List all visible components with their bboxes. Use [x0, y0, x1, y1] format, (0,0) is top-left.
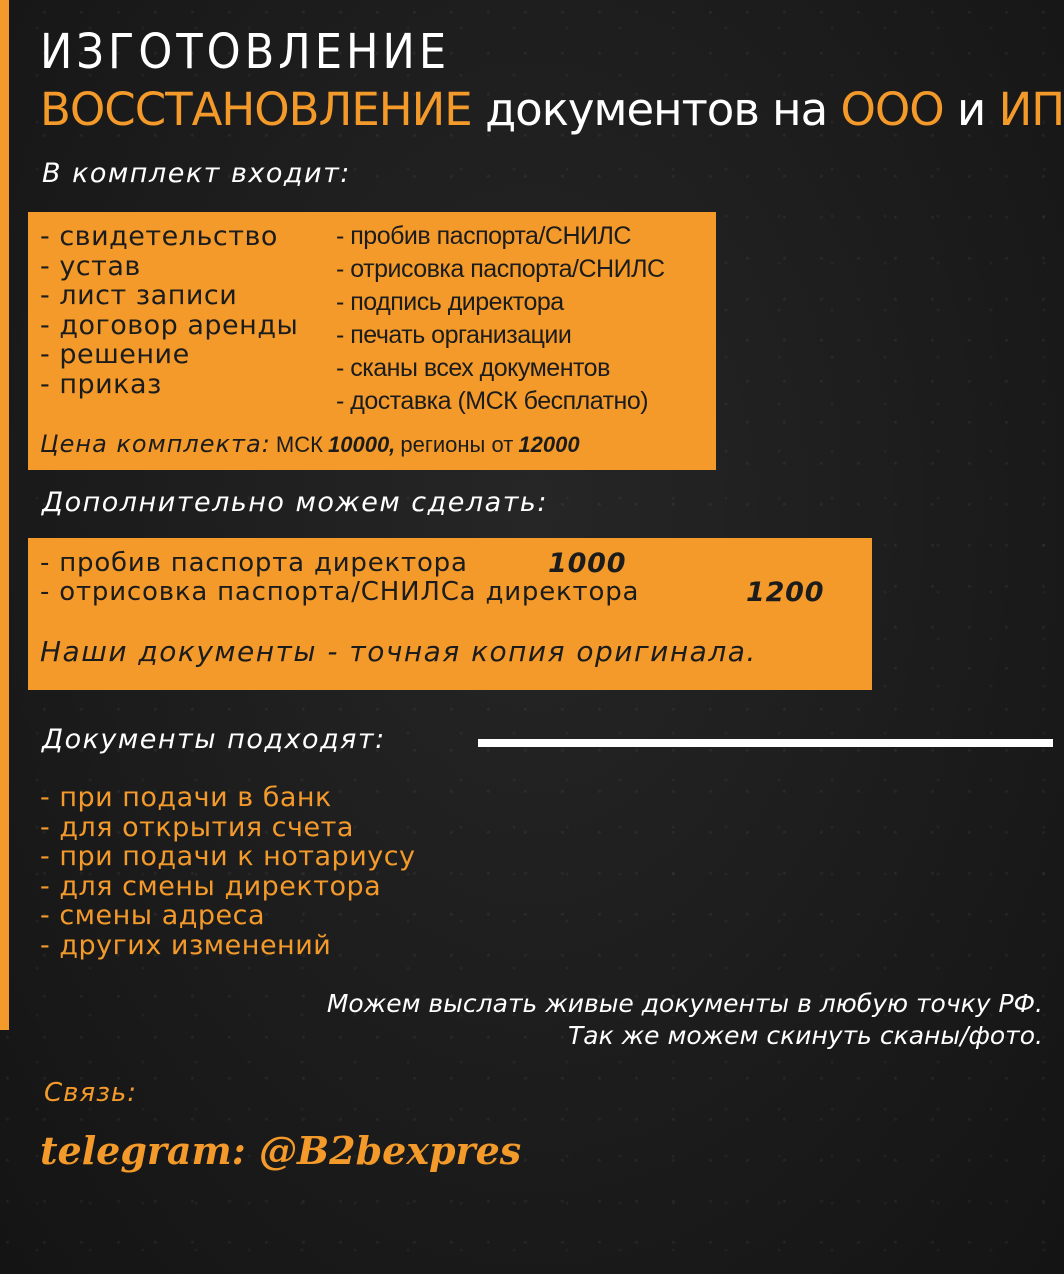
extra-item-1-price: 1000 — [548, 548, 627, 579]
title-line2 — [40, 82, 1064, 138]
accent-bar — [0, 0, 9, 1030]
title-ip: ИП — [998, 83, 1064, 136]
note-line-1: Можем выслать живые документы в любую точку РФ. — [326, 989, 1043, 1018]
package-left-list — [40, 222, 298, 399]
title-documents: документов на — [485, 83, 828, 136]
suitable-item: - при подачи к нотариусу — [40, 841, 416, 872]
suitable-item: - смены адреса — [40, 900, 266, 931]
suitable-item: - других изменений — [40, 929, 332, 961]
package-left-item: - свидетельство — [40, 221, 278, 252]
price-label: Цена комплекта: — [40, 430, 271, 458]
package-box — [28, 212, 716, 470]
extra-quote: Наши документы - точная копия оригинала. — [40, 635, 757, 668]
suitable-heading: Документы подходят: — [42, 724, 386, 755]
extra-item-2 — [40, 577, 825, 608]
package-right-item: - печать организации — [336, 321, 572, 349]
suitable-item: - при подачи в банк — [40, 782, 332, 813]
price-msk-prefix: МСК — [275, 432, 323, 457]
title-ooo: ООО — [840, 83, 944, 136]
package-left-item: - решение — [40, 339, 190, 370]
telegram-link[interactable]: telegram: @B2bexpres — [40, 1128, 522, 1173]
extra-box — [28, 538, 872, 690]
package-left-item: - приказ — [40, 368, 162, 400]
extra-heading: Дополнительно можем сделать: — [42, 487, 548, 518]
package-right-item: - отрисовка паспорта/СНИЛС — [336, 255, 665, 283]
package-right-item: - пробив паспорта/СНИЛС — [336, 222, 631, 250]
suitable-item: - для смены директора — [40, 870, 382, 902]
package-right-item: - сканы всех документов — [336, 354, 610, 382]
contact-label: Связь: — [44, 1078, 138, 1108]
shipping-note — [327, 988, 1043, 1052]
extra-item-1-text: - пробив паспорта директора — [40, 548, 468, 578]
divider-line — [478, 739, 1053, 747]
extra-item-2-price: 1200 — [746, 577, 825, 608]
price-regions: 12000 — [518, 432, 580, 457]
price-regions-prefix: регионы от — [400, 432, 514, 457]
suitable-item: - для открытия счета — [40, 811, 354, 843]
package-right-list — [336, 220, 665, 418]
extra-item-1 — [40, 548, 627, 579]
extra-item-2-text: - отрисовка паспорта/СНИЛСа директора — [40, 577, 640, 607]
package-left-item: - договор аренды — [40, 309, 299, 341]
suitable-list — [40, 783, 416, 960]
price-msk: 10000, — [328, 432, 396, 457]
title-and: и — [957, 83, 986, 136]
package-price — [40, 430, 580, 458]
package-left-item: - лист записи — [40, 280, 238, 311]
package-heading: В комплект входит: — [42, 158, 351, 189]
title-line1: ИЗГОТОВЛЕНИЕ — [40, 24, 451, 80]
note-line-2: Так же можем скинуть сканы/фото. — [568, 1021, 1043, 1050]
title-accent: ВОССТАНОВЛЕНИЕ — [40, 83, 472, 136]
package-left-item: - устав — [40, 250, 141, 282]
package-right-item: - подпись директора — [336, 288, 564, 316]
package-right-item: - доставка (МСК бесплатно) — [336, 387, 649, 415]
